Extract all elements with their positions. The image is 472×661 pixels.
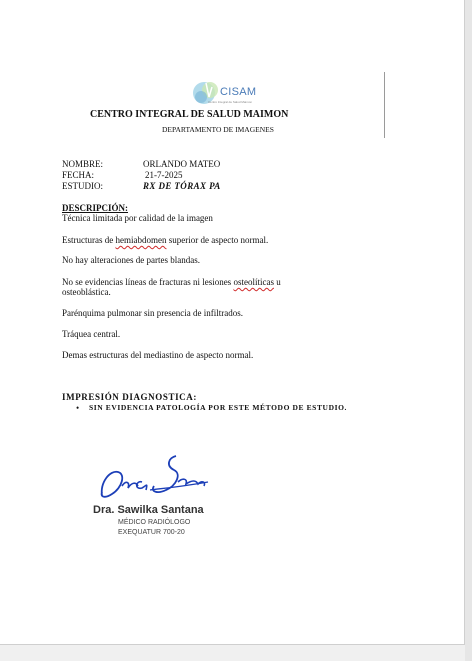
department-name: DEPARTAMENTO DE IMAGENES [162,125,274,134]
description-line: Demas estructuras del mediastino de aspecto normal. [62,350,254,360]
vertical-scrollbar[interactable] [465,0,472,661]
name-label: NOMBRE: [62,159,104,169]
description-line: osteoblástica. [62,287,111,297]
study-label: ESTUDIO: [62,181,103,191]
impression-heading: IMPRESIÓN DIAGNOSTICA: [62,392,197,402]
bullet-icon: • [76,403,80,413]
description-heading: DESCRIPCIÓN: [62,203,129,213]
date-label: FECHA: [62,170,95,180]
logo-text: CISAM [220,86,257,98]
description-line: Técnica limitada por calidad de la imagen [62,213,213,223]
doctor-role: MÉDICO RADIÓLOGO [118,519,191,526]
doctor-name: Dra. Sawilka Santana [93,504,204,516]
doctor-exequatur: EXEQUATUR 700-20 [118,529,185,536]
description-line: Estructuras de hemiabdomen superior de aspecto normal. [62,235,269,245]
name-value: ORLANDO MATEO [143,159,221,169]
study-value: RX DE TÓRAX PA [143,181,221,191]
description-line: No se evidencias líneas de fracturas ni lesiones osteolíticas u [62,277,281,287]
description-line: Tráquea central. [62,329,121,339]
logo-subtitle: Centro Integral de Salud Maimon [208,100,253,104]
spell-flag: osteolíticas [233,277,274,287]
impression-item: SIN EVIDENCIA PATOLOGÍA POR ESTE MÉTODO DE ESTUDIO. [89,403,348,412]
header-divider [384,72,385,138]
center-title: CENTRO INTEGRAL DE SALUD MAIMON [90,109,289,120]
date-value: 21-7-2025 [145,170,183,180]
signature-icon [96,452,212,506]
spell-flag: hemiabdomen [115,235,167,245]
description-line: Parénquima pulmonar sin presencia de infiltrados. [62,308,243,318]
description-line: No hay alteraciones de partes blandas. [62,255,200,265]
